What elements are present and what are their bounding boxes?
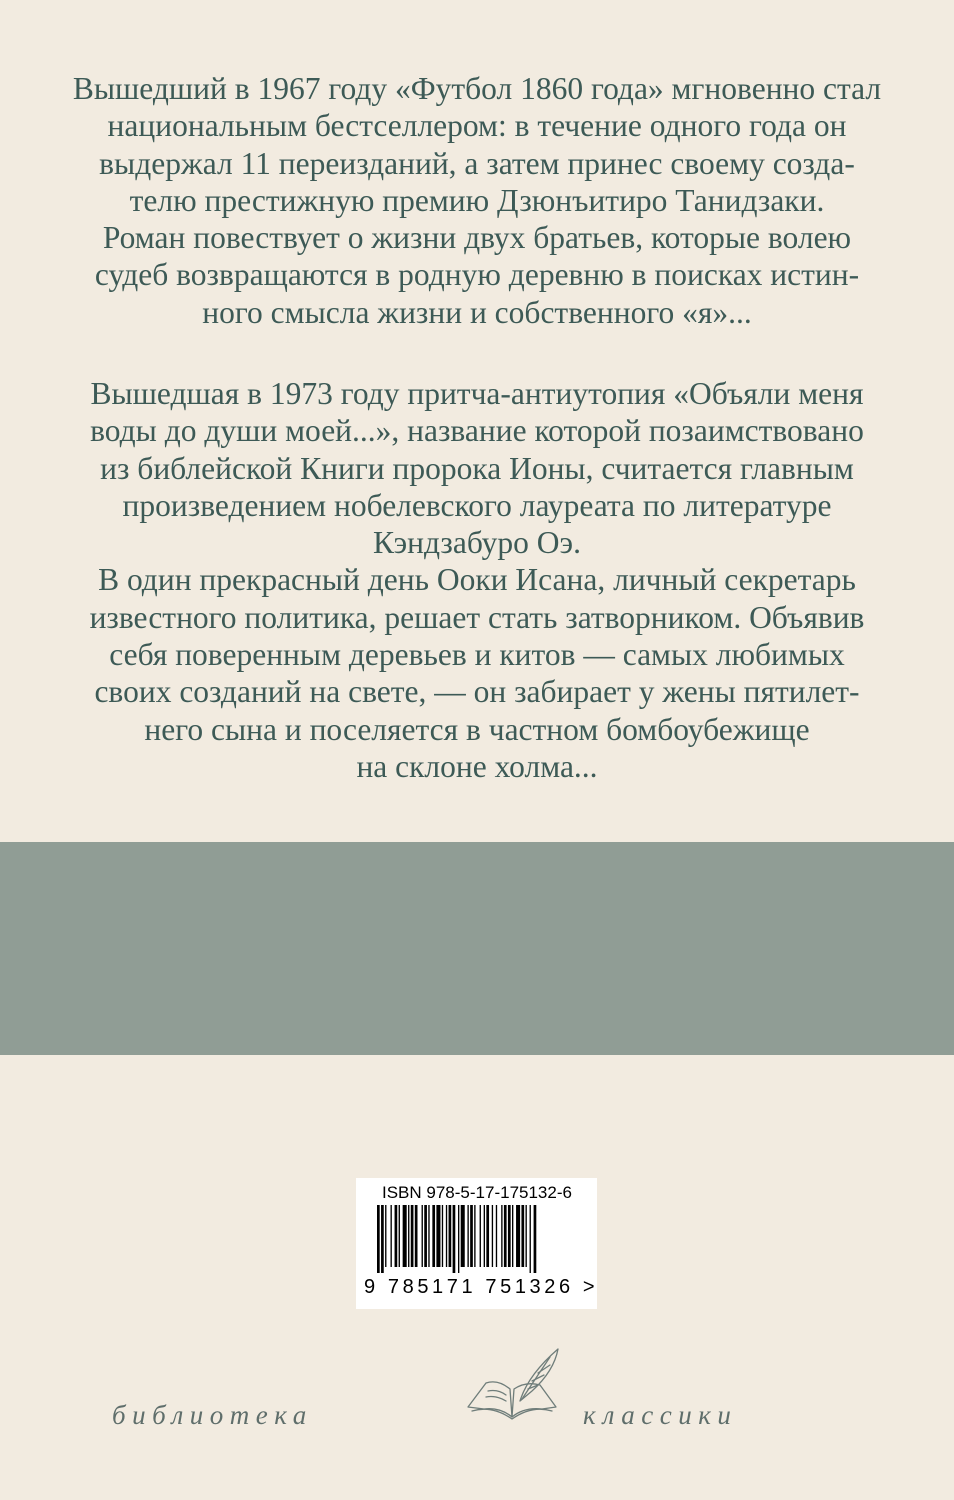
blurb-line: ного смысла жизни и собственного «я»... (202, 294, 752, 330)
blurb-line: известного политика, решает стать затворником. Объявив (89, 599, 865, 635)
blurb-line: себя поверенным деревьев и китов — самых любимых (109, 637, 845, 673)
barcode-bar (526, 1205, 527, 1267)
series-name-left: библиотека (112, 1400, 313, 1430)
blurb-line: воды до души моей...», название которой позаимствовано (90, 413, 864, 449)
blurb-line: Вышедшая в 1973 году притча-антиутопия «Объяли меня (90, 376, 864, 411)
barcode-bar (504, 1205, 507, 1267)
barcode-bar (461, 1205, 465, 1267)
barcode-bar (492, 1205, 493, 1267)
barcode-bar (403, 1205, 407, 1267)
barcode-bar (399, 1205, 400, 1267)
barcode-bar (467, 1205, 468, 1267)
barcode-bar (385, 1205, 386, 1267)
barcode-bar (496, 1205, 497, 1267)
blurb-line: выдержал 11 переизданий, а затем принес своему созда- (99, 145, 855, 181)
barcode-bar (516, 1205, 520, 1267)
blurb-line: Вышедший в 1967 году «Футбол 1860 года» мгновенно стал (72, 71, 882, 106)
decorative-band (0, 842, 954, 1055)
barcode-bars (376, 1205, 576, 1273)
barcode-bar (453, 1205, 456, 1273)
blurb-waters-to-soul (40, 375, 914, 785)
ean-digits: 9 785171 751326 > (364, 1276, 599, 1298)
blurb-line: своих созданий на свете, — он забирает у жены пятилет- (94, 674, 860, 710)
blurb-line: В один прекрасный день Ооки Исана, личный секретарь (98, 562, 856, 598)
barcode-bar (501, 1205, 502, 1267)
blurb-line: из библейской Книги пророка Ионы, считается главным (100, 450, 854, 486)
barcode-label (356, 1178, 597, 1309)
barcode-bar (391, 1205, 392, 1267)
blurb-line: национальным бестселлером: в течение одного года он (107, 108, 847, 144)
barcode-bar (480, 1205, 481, 1267)
barcode-bar (381, 1205, 384, 1273)
barcode-bar (534, 1205, 537, 1273)
barcode-bar (470, 1205, 473, 1267)
series-name-right: классики (583, 1400, 738, 1430)
barcode-bar (436, 1205, 440, 1267)
barcode-bar (415, 1205, 418, 1267)
barcode-bar (449, 1205, 452, 1267)
barcode-bar (428, 1205, 429, 1267)
barcode-bar (395, 1205, 398, 1267)
barcode-bar (408, 1205, 409, 1267)
barcode-bar (512, 1205, 513, 1267)
blurb-line: судеб возвращаются в родную деревню в поисках истин- (94, 257, 860, 293)
barcode-bar (422, 1205, 423, 1267)
barcode-bar (484, 1205, 485, 1267)
barcode-bar (377, 1205, 380, 1273)
blurb-football-1860 (40, 70, 914, 331)
blurb-line: на склоне холма... (356, 748, 598, 784)
barcode-bar (446, 1205, 447, 1267)
barcode-bar (474, 1205, 475, 1267)
blurb-line: телю престижную премию Дзюнъитиро Танидзаки. (129, 182, 825, 218)
barcode-bar (486, 1205, 489, 1267)
blurb-line: Роман повествует о жизни двух братьев, которые волею (102, 220, 852, 256)
isbn-number: ISBN 978-5-17-175132-6 (382, 1183, 572, 1202)
blurb-line: Кэндзабуро Оэ. (373, 525, 581, 561)
blurb-line: произведением нобелевского лауреата по литературе (122, 487, 832, 523)
barcode-bar (432, 1205, 435, 1267)
barcode-bar (424, 1205, 427, 1267)
barcode-bar (442, 1205, 443, 1267)
blurb-line: него сына и поселяется в частном бомбоубежище (144, 711, 810, 747)
barcode-bar (530, 1205, 531, 1273)
open-book-with-quill-icon (458, 1345, 566, 1425)
barcode-bar (508, 1205, 511, 1267)
barcode-bar (411, 1205, 414, 1267)
barcode-bar (521, 1205, 524, 1267)
barcode-bar (458, 1205, 459, 1273)
